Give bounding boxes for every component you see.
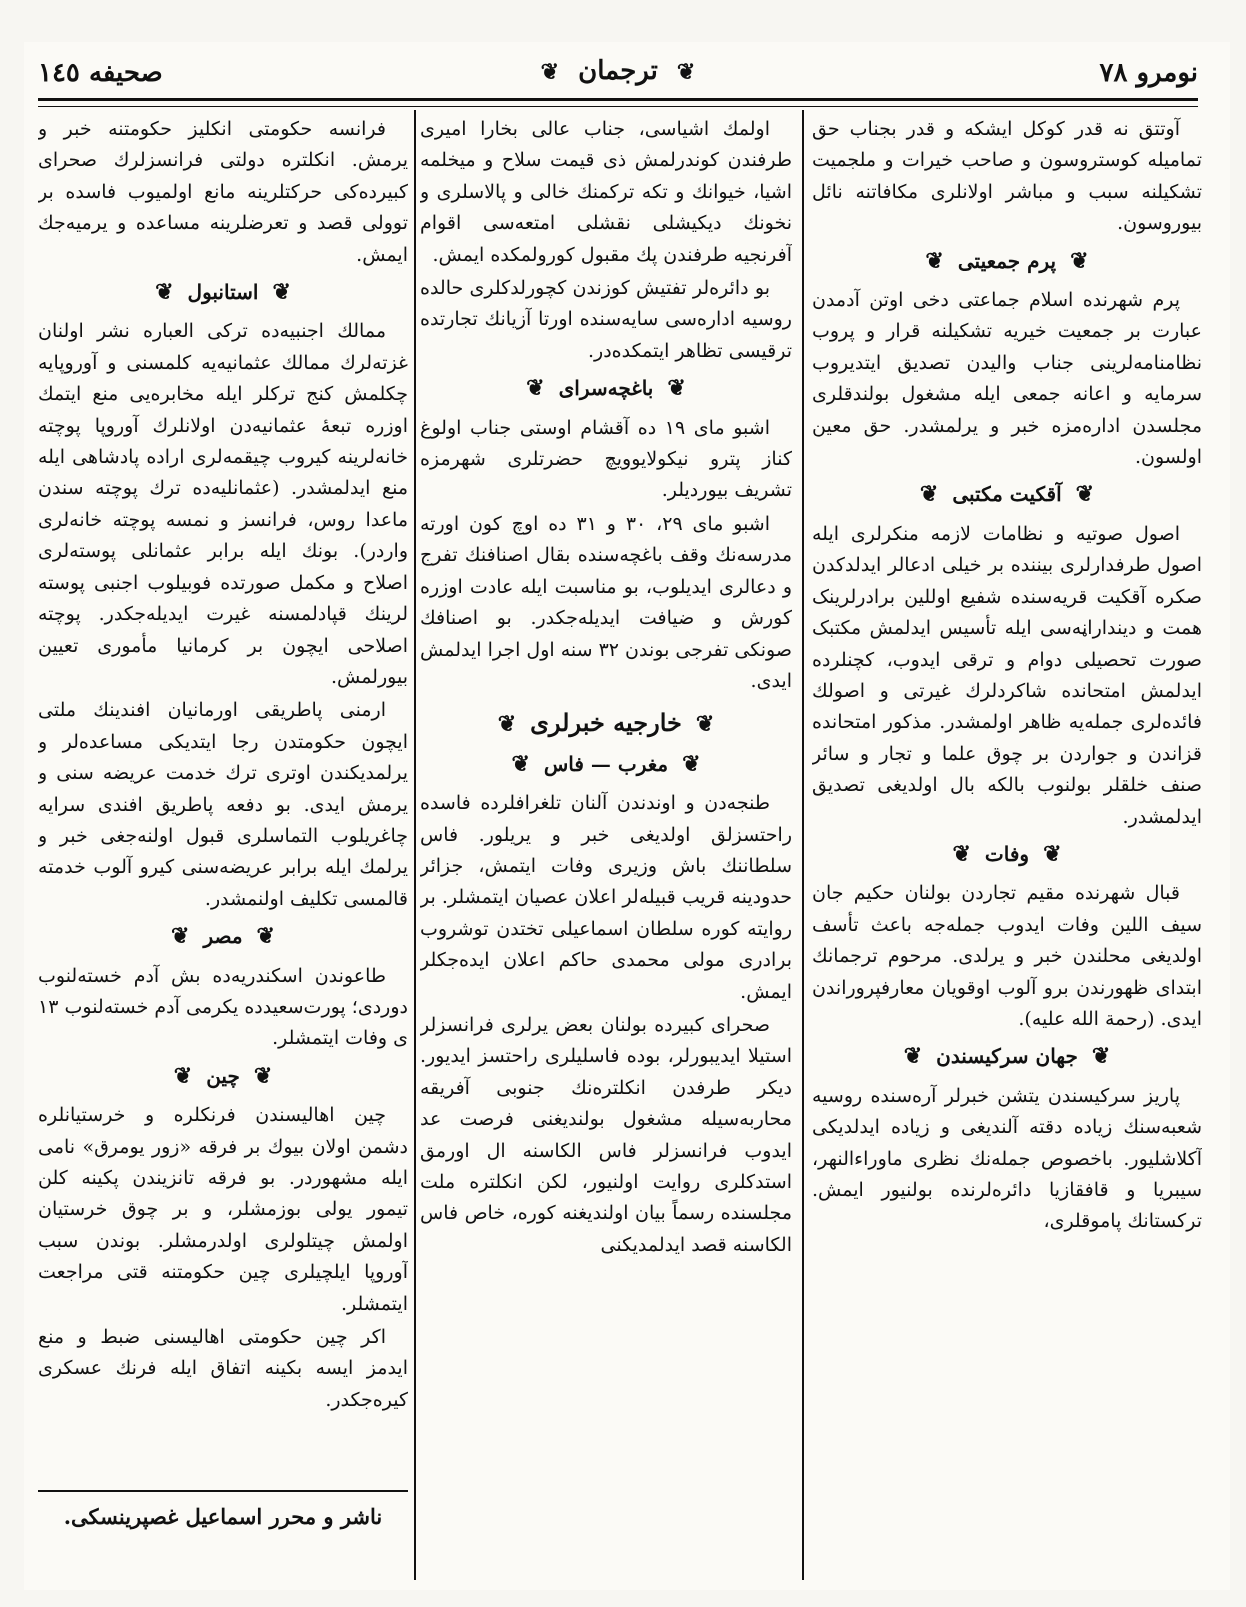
newspaper-page (24, 42, 1230, 1590)
ornament-icon: ❦ (903, 1043, 923, 1070)
ornament-icon: ❦ (511, 750, 530, 777)
ornament-icon: ❦ (171, 923, 190, 950)
ornament-icon: ❦ (695, 711, 715, 738)
paragraph: فرانسه حکومتی انکلیز حکومتنه خبر و یرمش. انکلتره دولتی فرانسزلرك صحرای کبیرده‌کی حرکتلرینه مانع اولمیوب فاسده بر توولی قصد و تعرضلرینه مساعده و یرمیه‌جك ایمش. (38, 118, 408, 266)
ornament-icon: ❦ (526, 375, 545, 402)
section-heading-vefat: ❦وفات❦ (812, 839, 1202, 870)
paragraph: اولمك اشیاسی، جناب عالی بخارا امیری طرفندن کوندرلمش ذی قیمت سلاح و میخلمه اشیا، خیوانك و تکه ترکمنك خالی و پالاسلری و نخونك دیکیشلی نقشلی امتعه‌سی اقوام آفرنجیه طرفندن پك مقبول کورولمکده ایمش. (420, 118, 792, 266)
ornament-icon: ❦ (497, 711, 517, 738)
paragraph: اصول صوتیه و نظامات لازمه منکرلری ایله اصول طرفدارلری بیننده بر خیلی ادعالر ایدلدکدن صکره آقکیت قریه‌سنده شفیع اوللین برادرلرینک همت و دینداراڼه‌سی ایله تأسیس ایدلمش مکتبک صورت تحصیلی دوام و ترقی ایدوب، کچنلرده ایدلمش امتحانده شاکردلرك غیرتی و اصولك فائده‌لری جمله‌یه ظاهر اولمشدر. مذکور امتحانده قزاندن و جواردن بر چوق علما و تجار و سائر صنف خلقلر بولنوب بالکه بال اولدیغی تصدیق ایدلمشدر. (812, 522, 1202, 828)
section-heading-akkiat: ❦آقکیت مکتبی❦ (812, 479, 1202, 510)
page-number: صحیفه ۱٤٥ (38, 58, 163, 88)
paragraph: صحرای کبیرده بولنان بعض یرلری فرانسزلر استیلا ایدیبورلر، بوده فاسلیلری راحتسز ایدیور. دیکر طرفدن انکلتره‌نك جنوبی آفریقه محاربه‌سیله مشغول بولندیغنی فرصت عد ایدوب فرانسزلر فاس الکاسنه ال اورمق استدکلری روایت اولنیور، لکن انکلتره ملت مجلسنده رسماً بیان اولندیغنه کوره، خاص فاس الکاسنه قصد ایدلمدیکنی (420, 1013, 792, 1256)
paragraph: اکر چین حکومتی اهالیسنی ضبط و منع ایدمز ایسه بکینه اتفاق ایله فرنك عسکری کیره‌جکدر. (38, 1326, 408, 1411)
publisher-signature: ناشر و محرر اسماعیل غصپرینسکی. (63, 1504, 383, 1529)
ornament-icon: ❦ (173, 1062, 193, 1089)
ornament-icon: ❦ (1043, 840, 1062, 867)
paragraph: طنجه‌دن و اوندندن آلنان تلغرافلرده فاسده راحتسزلق اولدیغی خبر و یریلور. فاس سلطاننك باش وزیری وفات ایتمش، جزائر حدودینه قریب قبیله‌لر اعلان عصیان ایتمشلر. بر روایته کوره سلطان اسماعیلی تختدن توشروب برادری مولی محمدی حاکم اعلان ایده‌جکلر ایمش. (420, 792, 792, 1003)
paragraph: بو دائره‌لر تفتیش کوزندن کچورلدکلری حالده روسیه اداره‌سی سایه‌سنده اورتا آزیانك تجارتده ترقیسی تظاهر ایتمکده‌در. (420, 277, 792, 362)
section-heading-foreign: ❦خارجیه خبرلری❦ (420, 707, 792, 740)
column-middle (420, 114, 792, 1584)
ornament-icon: ❦ (1075, 481, 1095, 508)
ornament-icon: ❦ (925, 247, 944, 274)
paragraph: پرم شهرنده اسلام جماعتی دخی اوتن آدمدن عبارت بر جمعیت خیریه تشکیلنه قرار و پروب نظامنامه‌لرینی جناب والیدن تصدیق ایتدیروب سرمایه و اعانه جمعی ایله مشغول بولندقلری مجلسدن اداره‌مزه خبر و یرلمشدر. حق معین اولسون. (812, 289, 1202, 469)
column-right (812, 114, 1202, 1584)
ornament-icon: ❦ (256, 923, 275, 950)
newspaper-title: ترجمان (578, 56, 658, 86)
ornament-icon: ❦ (952, 840, 971, 867)
column-left (38, 114, 408, 1584)
section-heading-bagche: ❦باغچه‌سرای❦ (420, 373, 792, 404)
ornament-icon: ❦ (919, 481, 939, 508)
section-heading-fas: ❦مغرب — فاس❦ (420, 749, 792, 780)
ornament-icon: ❦ (1091, 1043, 1111, 1070)
paragraph: چین اهالیسندن فرنکلره و خرستیانلره دشمن اولان بیوك بر فرقه «زور یومرق» نامی ایله مشهوردر. بو فرقه تانزیندن پکینه کلن تیمور یولی بوزمشلر، و بر چوق خرستیان اولمش چیتلولری اولدرمشلر. بوندن سبب آوروپا ایلچیلری چین حکومتنه قتی مراجعت ایتمشلر. (38, 1104, 408, 1315)
paragraph: اشبو مای ۲۹، ۳۰ و ۳۱ ده اوچ کون اورته مدرسه‌نك وقف باغچه‌سنده بقال اصنافنك تفرج و دعالری ایدیلوب، بو مناسبت ایله عادت اوزره کورش و ضیافت ایدیله‌جکدر. بو اصنافك صونکی تفرجی بوندن ۳۲ سنه اول اجرا ایدلمش ایدی. (420, 512, 792, 692)
column-divider (414, 110, 416, 1580)
paragraph: آوتتق نه قدر کوکل ایشکه و قدر بجناب حق تمامیله کوستروسون و صاحب خیرات و ملجمیت تشکیلنه سبب و مباشر اولانلری مکافاتنه نائل بیوروسون. (812, 118, 1202, 235)
section-heading-cihan: ❦جهان سرکیسندن❦ (812, 1041, 1202, 1072)
paragraph: اشبو مای ۱۹ ده آقشام اوستی جناب اولوغ کناز پترو نیکولایوویچ حضرتلری شهرمزه تشریف بیوردیلر. (420, 416, 792, 502)
header-rule (38, 98, 1198, 107)
signature-rule (38, 1490, 408, 1492)
ornament-icon: ❦ (676, 59, 696, 85)
section-heading-misir: ❦مصر❦ (38, 921, 408, 952)
section-heading-perm: ❦پرم جمعیتی❦ (812, 246, 1202, 277)
paragraph: ارمنی پاطریقی اورمانیان افندینك ملتی ایچون حکومتدن رجا ایتدیکی مساعده‌لر و یرلمدیکندن اوتری ترك خدمت عریضه سنی و یرمش ایدی. بو دفعه پاطریق افندی سرایه چاغریلوب التماسلری قبول اولنه‌جغی خبر و یرلمك ایله برابر عریضه‌سنی کیرو آلوب خدمته قالمسی تکلیف اولنمشدر. (38, 699, 408, 910)
paragraph: پاریز سرکیسندن یتشن خبرلر آره‌سنده روسیه شعبه‌سنك زیاده دقته آلندیغی و زیاده ایدلدیکی آکلاشلیور. باخصوص جمله‌نك نظری ماوراءالنهر، سیبریا و قافقازیا دائره‌لرنده بولنیور ایمش. ترکستانك پاموقلری، (812, 1084, 1202, 1233)
ornament-icon: ❦ (253, 1062, 273, 1089)
issue-number: نومرو ۷۸ (1099, 58, 1198, 88)
section-heading-istanbul: ❦استانبول❦ (38, 277, 408, 308)
ornament-icon: ❦ (540, 59, 560, 85)
ornament-icon: ❦ (682, 750, 701, 777)
ornament-icon: ❦ (155, 279, 174, 306)
column-divider (802, 110, 804, 1580)
ornament-icon: ❦ (667, 375, 686, 402)
ornament-icon: ❦ (1070, 247, 1089, 274)
newspaper-title-block (531, 56, 706, 86)
paragraph: طاعوندن اسکندریه‌ده بش آدم خسته‌لنوب دوردی؛ پورت‌سعیدده یکرمی آدم خسته‌لنوب ۱۳ ی وفات ایتمشلر. (38, 964, 408, 1050)
paragraph: ممالك اجنبیه‌ده ترکی العباره نشر اولنان غزته‌لرك ممالك عثمانیه‌یه کلمسنی و آوروپایه چکلمش کنج ترکلر ایله مخابره‌یی منع ایتمك اوزره تبعهٔ عثمانیه‌دن اولانلرك آوروپا پوچته خانه‌لرینه کیروب چیقمه‌لری اراده پادشاهی ایله منع ایدلمشدر. (عثمانلیه‌ده ترك پوچته سندن ماعدا روس، فرانسز و نمسه پوچته خانه‌لری واردر). بونك ایله برابر عثمانلی پوسته‌لری اصلاح و مکمل صورتده فوبیلوب اجنبی پوسته لرینك قپادلمسنه غیرت ایدیله‌جکدر. پوچته اصلاحی ایچون بر کرمانیا مأموری تعیین بیورلمش. (38, 320, 408, 688)
section-heading-chin: ❦چین❦ (38, 1061, 408, 1092)
paragraph: قبال شهرنده مقیم تجاردن بولنان حکیم جان سیف اللین وفات ایدوب جمله‌جه باعث تأسف اولدیغی محلندن خبر و یرلدی. مرحوم ترجمانك ابتدای ظهورندن برو آلوب اوقویان معارفپروراندن ایدی. (رحمة الله علیه). (812, 882, 1202, 1030)
masthead (38, 56, 1198, 96)
ornament-icon: ❦ (272, 279, 291, 306)
